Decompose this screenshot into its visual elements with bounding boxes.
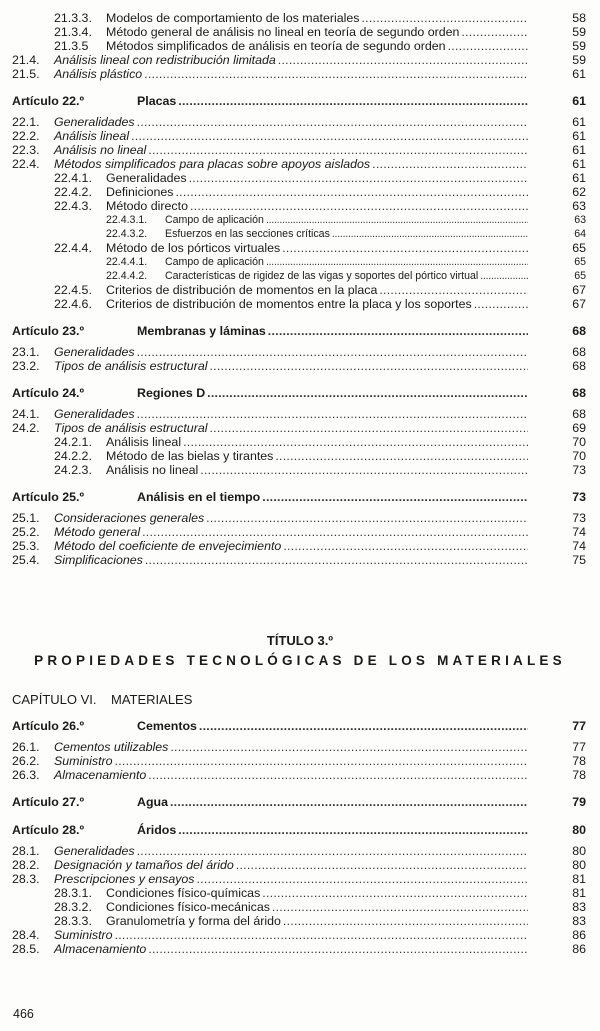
toc-entry-text	[54, 39, 564, 53]
toc-entry[interactable]	[12, 525, 586, 539]
toc-entry-page: 81	[572, 872, 586, 886]
toc-entry-page: 80	[572, 858, 586, 872]
toc-article-entry[interactable]	[12, 94, 586, 109]
toc-entry-text	[54, 900, 564, 914]
toc-entry[interactable]	[12, 539, 586, 553]
capitulo-heading	[12, 692, 192, 707]
toc-entry-text	[106, 269, 564, 283]
dot-leader	[266, 255, 528, 269]
dot-leader	[115, 754, 528, 768]
toc-entry-title: Agua	[137, 795, 168, 809]
toc-entry-number: 28.3.	[12, 872, 40, 886]
dot-leader	[148, 143, 528, 157]
toc-entry-page: 61	[572, 171, 586, 185]
toc-entry[interactable]	[12, 900, 586, 914]
toc-entry[interactable]	[12, 858, 586, 872]
dot-leader	[206, 511, 528, 525]
toc-entry-title: Métodos simplificados de análisis en teoría de segundo orden	[106, 39, 446, 53]
toc-entry-text	[54, 297, 564, 311]
capitulo-name: MATERIALES	[111, 692, 193, 707]
dot-leader	[137, 407, 528, 421]
toc-entry-text	[54, 11, 564, 25]
toc-entry-title: Suministro	[54, 928, 113, 942]
toc-entry-title: Criterios de distribución de momentos en la placa	[106, 283, 378, 297]
dot-leader	[480, 269, 528, 283]
toc-entry-page: 64	[574, 228, 586, 240]
toc-entry-text	[106, 255, 564, 269]
toc-entry-title: Granulometría y forma del árido	[106, 914, 281, 928]
dot-leader	[236, 858, 528, 872]
dot-leader	[361, 11, 528, 25]
toc-entry-number: 22.1.	[12, 115, 40, 129]
toc-entry[interactable]	[12, 39, 586, 53]
toc-entry-text	[12, 421, 564, 435]
toc-entry-title: Regiones D	[137, 386, 206, 400]
toc-entry-text	[12, 407, 564, 421]
toc-entry-title: Suministro	[54, 754, 113, 768]
toc-entry-number: 25.2.	[12, 525, 40, 539]
toc-entry-title: Condiciones físico-mecánicas	[106, 900, 270, 914]
dot-leader	[170, 795, 528, 809]
toc-entry-text	[54, 185, 564, 199]
toc-entry-text	[12, 942, 564, 956]
toc-entry[interactable]	[12, 928, 586, 942]
toc-entry-title: Membranas y láminas	[137, 324, 266, 338]
toc-entry-text	[12, 67, 564, 81]
toc-entry-title: Consideraciones generales	[54, 511, 205, 525]
toc-entry-title: Prescripciones y ensayos	[54, 872, 195, 886]
toc-entry[interactable]	[12, 255, 586, 269]
toc-entry-page: 68	[572, 345, 586, 359]
toc-entry-text	[54, 171, 564, 185]
toc-entry-page: 73	[572, 511, 586, 525]
toc-entry-title: Método de las bielas y tirantes	[106, 449, 274, 463]
dot-leader	[199, 719, 528, 733]
toc-entry-text	[54, 449, 564, 463]
toc-entry-text	[54, 283, 564, 297]
toc-entry-title: Modelos de comportamiento de los materiales	[106, 11, 360, 25]
toc-entry[interactable]	[12, 511, 586, 525]
dot-leader	[137, 844, 528, 858]
toc-entry-text	[12, 928, 564, 942]
toc-entry-number: 21.5.	[12, 67, 40, 81]
toc-entry[interactable]	[12, 227, 586, 241]
toc-entry-text	[12, 359, 564, 373]
toc-entry-page: 74	[572, 525, 586, 539]
dot-leader	[176, 185, 529, 199]
toc-entry-page: 73	[572, 463, 586, 477]
dot-leader	[461, 25, 528, 39]
toc-entry-text	[12, 754, 564, 768]
toc-article-entry[interactable]	[12, 490, 586, 505]
dot-leader	[379, 283, 528, 297]
toc-entry-text	[54, 241, 564, 255]
dot-leader	[178, 94, 528, 108]
toc-entry-title: Placas	[137, 94, 177, 108]
toc-entry-page: 80	[572, 823, 586, 837]
dot-leader	[209, 421, 528, 435]
toc-entry-title: Criterios de distribución de momentos entre la placa y los soportes	[106, 297, 472, 311]
dot-leader	[189, 171, 528, 185]
toc-entry-page: 80	[572, 844, 586, 858]
toc-entry-number: 21.4.	[12, 53, 40, 67]
toc-entry-title: Simplificaciones	[54, 553, 143, 567]
dot-leader	[197, 872, 529, 886]
dot-leader	[137, 345, 528, 359]
toc-article-entry[interactable]	[12, 795, 586, 810]
toc-entry-title: Análisis no lineal	[54, 143, 147, 157]
toc-entry-number: 28.3.2.	[54, 900, 92, 914]
toc-entry-text	[12, 539, 564, 553]
toc-entry[interactable]	[12, 115, 586, 129]
toc-entry-text	[54, 463, 564, 477]
toc-entry-page: 61	[572, 157, 586, 171]
toc-entry-number: 24.2.1.	[54, 435, 92, 449]
toc-entry-title: Método general de análisis no lineal en teoría de segundo orden	[106, 25, 460, 39]
dot-leader	[148, 768, 528, 782]
toc-entry-page: 62	[572, 185, 586, 199]
dot-leader	[283, 914, 528, 928]
toc-entry-number: 24.1.	[12, 407, 40, 421]
toc-list-part2	[12, 719, 586, 956]
toc-entry-text	[12, 872, 564, 886]
toc-entry-page: 63	[574, 214, 586, 226]
toc-entry-number: Artículo 23.º	[12, 324, 85, 338]
toc-entry-text	[12, 795, 564, 809]
dot-leader	[178, 823, 528, 837]
toc-entry-title: Definiciones	[106, 185, 174, 199]
dot-leader	[268, 324, 528, 338]
dot-leader	[209, 359, 528, 373]
toc-entry-text	[54, 886, 564, 900]
toc-entry[interactable]	[12, 421, 586, 435]
toc-entry-page: 83	[572, 914, 586, 928]
toc-article-entry[interactable]	[12, 719, 586, 734]
toc-entry[interactable]	[12, 553, 586, 567]
toc-entry-title: Análisis plástico	[54, 67, 143, 81]
toc-entry-title: Generalidades	[54, 115, 135, 129]
toc-entry-number: 22.4.1.	[54, 171, 92, 185]
dot-leader	[170, 740, 528, 754]
toc-entry[interactable]	[12, 914, 586, 928]
toc-entry[interactable]	[12, 345, 586, 359]
toc-entry-title: Tipos de análisis estructural	[54, 359, 208, 373]
page-number: 466	[13, 1007, 34, 1021]
toc-entry[interactable]	[12, 199, 586, 213]
toc-entry-page: 74	[572, 539, 586, 553]
toc-entry-page: 70	[572, 449, 586, 463]
dot-leader	[262, 886, 528, 900]
toc-entry-text	[106, 227, 564, 241]
toc-entry[interactable]	[12, 241, 586, 255]
toc-entry-number: 28.3.1.	[54, 886, 92, 900]
toc-entry[interactable]	[12, 283, 586, 297]
toc-article-entry[interactable]	[12, 324, 586, 339]
toc-entry-title: Métodos simplificados para placas sobre apoyos aislados	[54, 157, 371, 171]
toc-entry-page: 68	[572, 386, 586, 400]
toc-entry-page: 58	[572, 11, 586, 25]
toc-entry-text	[12, 740, 564, 754]
toc-entry-title: Características de rigidez de las vigas y soportes del pórtico virtual	[165, 270, 479, 282]
toc-entry-title: Campo de aplicación	[165, 256, 264, 268]
toc-entry-number: 22.4.4.1.	[106, 256, 148, 268]
toc-entry-title: Designación y tamaños del árido	[54, 858, 234, 872]
toc-entry-text	[12, 94, 564, 108]
toc-entry-number: 21.3.5	[54, 39, 89, 53]
toc-entry-number: Artículo 26.º	[12, 719, 85, 733]
toc-entry-title: Áridos	[137, 823, 177, 837]
toc-entry-title: Esfuerzos en las secciones críticas	[165, 228, 330, 240]
toc-entry-title: Análisis lineal	[106, 435, 182, 449]
toc-entry-number: 24.2.2.	[54, 449, 92, 463]
toc-entry-page: 70	[572, 435, 586, 449]
toc-entry-page: 61	[572, 67, 586, 81]
toc-entry[interactable]	[12, 269, 586, 283]
toc-entry-title: Generalidades	[54, 844, 135, 858]
toc-entry-page: 67	[572, 283, 586, 297]
toc-entry[interactable]	[12, 185, 586, 199]
toc-entry-title: Almacenamiento	[54, 768, 147, 782]
toc-entry-text	[12, 157, 564, 171]
toc-entry-page: 73	[572, 490, 586, 504]
toc-entry-title: Análisis lineal con redistribución limitada	[54, 53, 276, 67]
toc-entry-title: Almacenamiento	[54, 942, 147, 956]
toc-entry[interactable]	[12, 886, 586, 900]
toc-list-part1	[12, 11, 586, 567]
toc-entry-page: 77	[572, 740, 586, 754]
toc-entry-number: 25.1.	[12, 511, 40, 525]
dot-leader	[272, 900, 528, 914]
dot-leader	[474, 297, 528, 311]
toc-entry-page: 65	[574, 270, 586, 282]
toc-entry-page: 61	[572, 115, 586, 129]
toc-entry-page: 75	[572, 553, 586, 567]
toc-entry-number: Artículo 27.º	[12, 795, 85, 809]
toc-entry-text	[12, 324, 564, 338]
toc-entry-title: Análisis lineal	[54, 129, 130, 143]
toc-entry-text	[54, 25, 564, 39]
toc-entry-text	[54, 914, 564, 928]
toc-entry-page: 79	[572, 795, 586, 809]
toc-entry-number: 26.1.	[12, 740, 40, 754]
toc-entry-title: Tipos de análisis estructural	[54, 421, 208, 435]
toc-entry-text	[12, 525, 564, 539]
dot-leader	[262, 490, 528, 504]
toc-entry-page: 59	[572, 53, 586, 67]
dot-leader	[190, 199, 528, 213]
toc-entry-text	[12, 53, 564, 67]
toc-entry[interactable]	[12, 213, 586, 227]
dot-leader	[266, 213, 528, 227]
toc-entry-text	[12, 490, 564, 504]
dot-leader	[283, 539, 528, 553]
toc-entry-page: 65	[574, 256, 586, 268]
toc-entry[interactable]	[12, 143, 586, 157]
toc-entry-title: Generalidades	[54, 345, 135, 359]
toc-entry-number: 22.4.3.1.	[106, 214, 148, 226]
toc-entry[interactable]	[12, 740, 586, 754]
dot-leader	[137, 115, 528, 129]
toc-entry-text	[12, 115, 564, 129]
toc-entry-text	[12, 858, 564, 872]
toc-entry-page: 77	[572, 719, 586, 733]
toc-entry-text	[54, 435, 564, 449]
toc-entry-text	[12, 719, 564, 733]
toc-entry-page: 69	[572, 421, 586, 435]
toc-entry-number: 21.3.4.	[54, 25, 92, 39]
toc-entry-page: 68	[572, 324, 586, 338]
toc-entry-page: 59	[572, 39, 586, 53]
toc-entry-title: Análisis en el tiempo	[137, 490, 261, 504]
toc-entry-number: 22.4.2.	[54, 185, 92, 199]
toc-entry-text	[106, 213, 564, 227]
toc-entry-title: Generalidades	[54, 407, 135, 421]
toc-entry-number: 23.2.	[12, 359, 40, 373]
toc-article-entry[interactable]	[12, 386, 586, 401]
toc-entry-number: 21.3.3.	[54, 11, 92, 25]
toc-entry[interactable]	[12, 157, 586, 171]
toc-entry-text	[12, 143, 564, 157]
toc-entry-page: 65	[572, 241, 586, 255]
dot-leader	[448, 39, 528, 53]
toc-entry-title: Campo de aplicación	[165, 214, 264, 226]
toc-entry-number: 22.2.	[12, 129, 40, 143]
dot-leader	[278, 53, 528, 67]
toc-entry[interactable]	[12, 407, 586, 421]
toc-entry-number: 22.4.3.2.	[106, 228, 148, 240]
toc-entry-number: 22.4.4.	[54, 241, 92, 255]
toc-entry-number: 22.4.5.	[54, 283, 92, 297]
toc-entry[interactable]	[12, 768, 586, 782]
toc-entry-page: 78	[572, 768, 586, 782]
dot-leader	[115, 928, 528, 942]
toc-entry[interactable]	[12, 11, 586, 25]
toc-entry-number: 22.3.	[12, 143, 40, 157]
dot-leader	[148, 942, 528, 956]
toc-entry-page: 83	[572, 900, 586, 914]
toc-entry-page: 61	[572, 143, 586, 157]
toc-entry-page: 61	[572, 129, 586, 143]
toc-entry-title: Método general	[54, 525, 141, 539]
toc-entry-number: 22.4.4.2.	[106, 270, 148, 282]
toc-entry-text	[12, 129, 564, 143]
toc-entry-text	[12, 511, 564, 525]
toc-entry-number: Artículo 22.º	[12, 94, 85, 108]
toc-entry-title: Análisis no lineal	[106, 463, 199, 477]
toc-entry-number: 22.4.6.	[54, 297, 92, 311]
toc-entry-number: 26.2.	[12, 754, 40, 768]
toc-entry-number: 22.4.	[12, 157, 40, 171]
toc-entry[interactable]	[12, 359, 586, 373]
toc-entry-title: Método directo	[106, 199, 188, 213]
titulo-name: PROPIEDADES TECNOLÓGICAS DE LOS MATERIALES	[34, 653, 566, 668]
toc-entry-number: 24.2.3.	[54, 463, 92, 477]
toc-entry-number: 28.5.	[12, 942, 40, 956]
toc-entry-page: 61	[572, 94, 586, 108]
dot-leader	[131, 129, 528, 143]
toc-entry[interactable]	[12, 25, 586, 39]
toc-entry[interactable]	[12, 463, 586, 477]
dot-leader	[200, 463, 528, 477]
titulo-label: TÍTULO 3.º	[266, 633, 334, 648]
toc-entry-text	[12, 386, 564, 400]
toc-entry[interactable]	[12, 754, 586, 768]
toc-entry[interactable]	[12, 53, 586, 67]
toc-entry[interactable]	[12, 449, 586, 463]
toc-entry-title: Generalidades	[106, 171, 187, 185]
toc-entry[interactable]	[12, 297, 586, 311]
toc-entry-page: 86	[572, 928, 586, 942]
dot-leader	[207, 386, 528, 400]
capitulo-label: CAPÍTULO VI.	[12, 692, 97, 707]
toc-entry[interactable]	[12, 872, 586, 886]
toc-entry-number: Artículo 28.º	[12, 823, 85, 837]
toc-entry-number: Artículo 24.º	[12, 386, 85, 400]
toc-entry-number: 26.3.	[12, 768, 40, 782]
toc-entry-title: Condiciones físico-químicas	[106, 886, 261, 900]
dot-leader	[282, 241, 528, 255]
toc-entry-page: 81	[572, 886, 586, 900]
dot-leader	[275, 449, 528, 463]
toc-entry-number: Artículo 25.º	[12, 490, 85, 504]
toc-entry-text	[12, 844, 564, 858]
toc-entry-page: 63	[572, 199, 586, 213]
toc-entry[interactable]	[12, 67, 586, 81]
toc-entry-text	[54, 199, 564, 213]
toc-entry-number: 28.4.	[12, 928, 40, 942]
toc-entry-title: Cementos utilizables	[54, 740, 169, 754]
toc-entry-number: 28.3.3.	[54, 914, 92, 928]
toc-entry-page: 86	[572, 942, 586, 956]
toc-entry-number: 22.4.3.	[54, 199, 92, 213]
toc-entry[interactable]	[12, 942, 586, 956]
toc-entry-number: 23.1.	[12, 345, 40, 359]
dot-leader	[145, 553, 528, 567]
toc-entry-text	[12, 345, 564, 359]
toc-entry-page: 78	[572, 754, 586, 768]
titulo-heading	[0, 631, 600, 672]
toc-entry-page: 59	[572, 25, 586, 39]
toc-entry[interactable]	[12, 129, 586, 143]
toc-entry-page: 68	[572, 359, 586, 373]
toc-entry-title: Método de los pórticos virtuales	[106, 241, 281, 255]
toc-entry-page: 67	[572, 297, 586, 311]
toc-article-entry[interactable]	[12, 823, 586, 838]
dot-leader	[332, 227, 528, 241]
toc-entry-text	[12, 768, 564, 782]
toc-entry-text	[12, 823, 564, 837]
toc-entry[interactable]	[12, 844, 586, 858]
toc-entry-number: 25.3.	[12, 539, 40, 553]
toc-entry-number: 28.2.	[12, 858, 40, 872]
toc-entry-title: Cementos	[137, 719, 197, 733]
dot-leader	[144, 67, 528, 81]
toc-entry-number: 28.1.	[12, 844, 40, 858]
toc-entry-number: 25.4.	[12, 553, 40, 567]
dot-leader	[183, 435, 528, 449]
dot-leader	[372, 157, 528, 171]
toc-entry[interactable]	[12, 435, 586, 449]
toc-entry-text	[12, 553, 564, 567]
dot-leader	[142, 525, 528, 539]
toc-entry-title: Método del coeficiente de envejecimiento	[54, 539, 282, 553]
toc-entry-number: 24.2.	[12, 421, 40, 435]
toc-entry-page: 68	[572, 407, 586, 421]
toc-entry[interactable]	[12, 171, 586, 185]
